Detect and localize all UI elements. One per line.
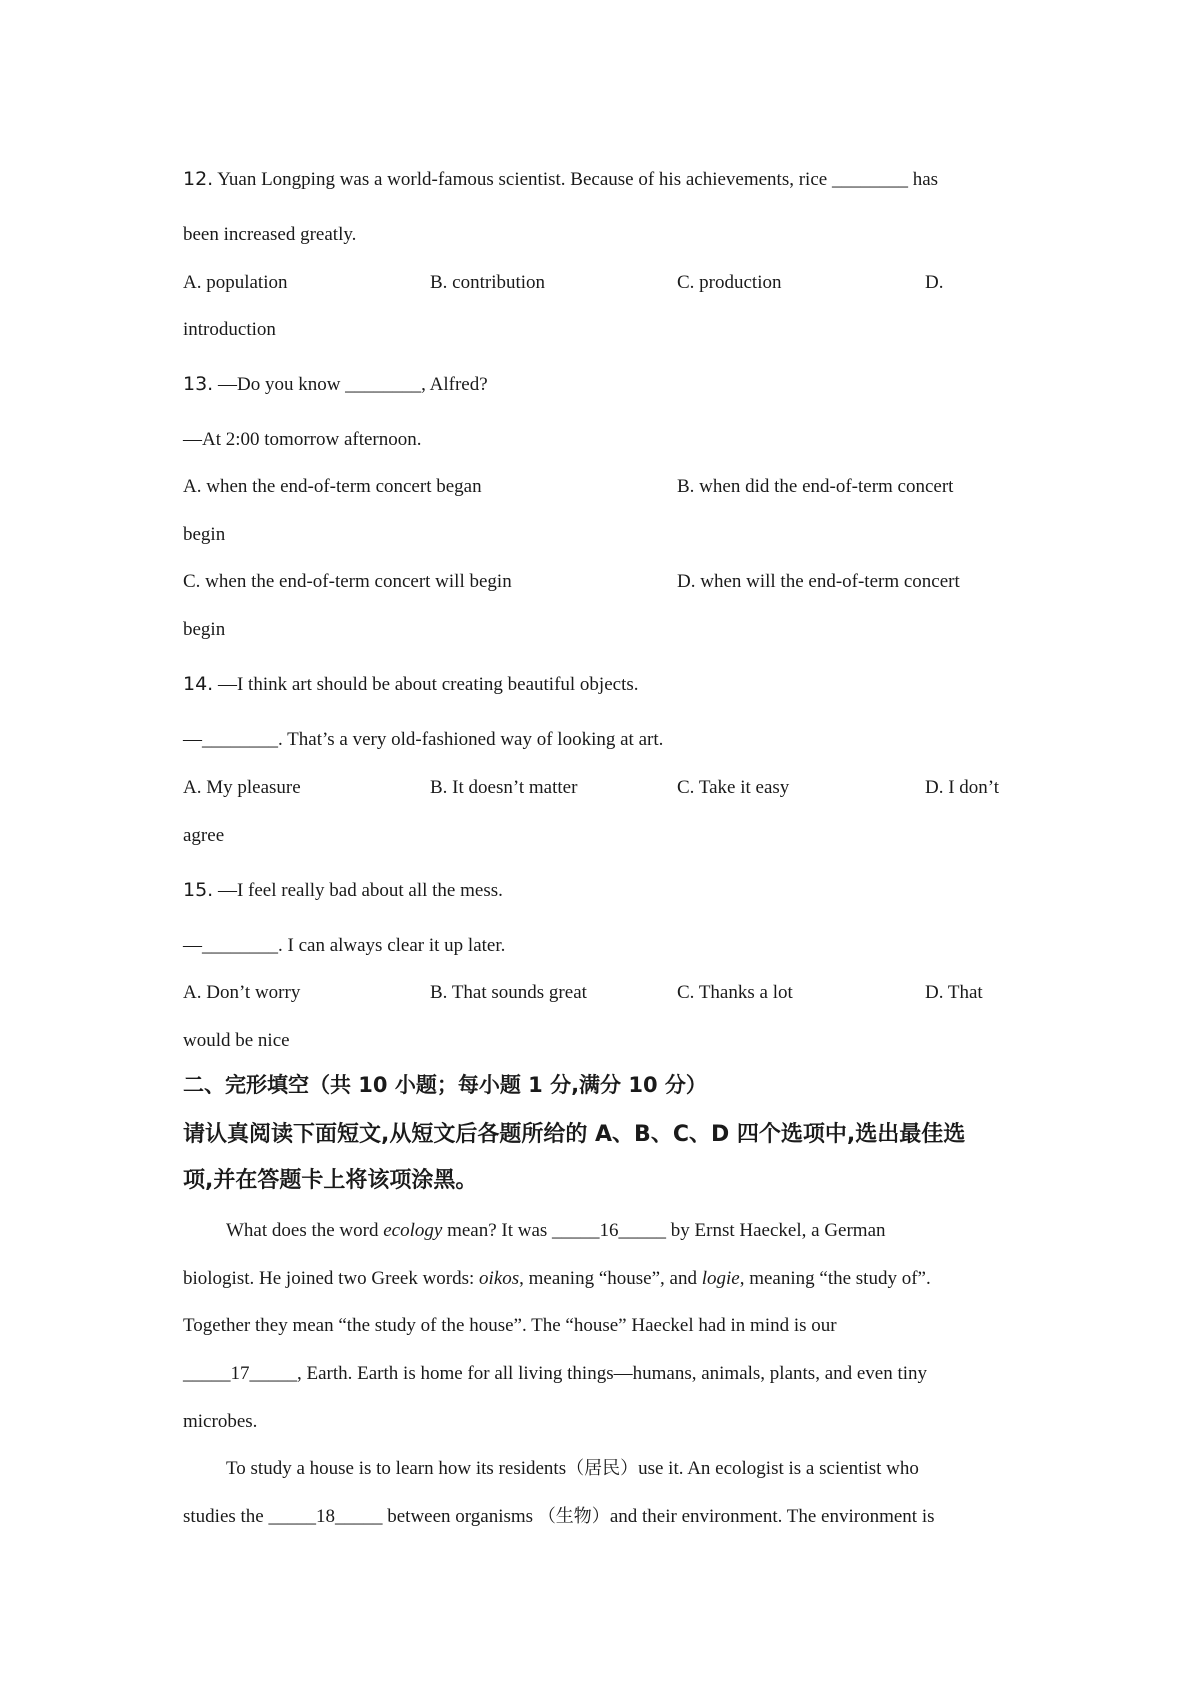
question-number: 12. [183,168,214,190]
passage-line-2 [183,1269,931,1288]
option-b: B. It doesn’t matter [430,777,578,798]
passage-term: logie [701,1268,740,1289]
option-d-wrap: agree [183,825,225,846]
passage-line-4 [183,1364,927,1383]
section-instruction-cont: 项,并在答题卡上将该项涂黑。 [183,1168,478,1193]
passage-gloss: （居民） [566,1458,639,1479]
passage-gloss: （生物） [537,1506,610,1527]
question-number: 15. [183,879,214,901]
option-d-wrap: begin [183,619,226,640]
passage-text: between organisms [382,1506,538,1527]
option-d-wrap: introduction [183,319,276,340]
passage-line-7 [183,1507,935,1526]
passage-term: ecology [383,1220,443,1241]
question-13-answer: —At 2:00 tomorrow afternoon. [183,429,422,450]
option-d: D. when will the end-of-term concert [677,571,960,592]
passage-text: by Ernst Haeckel, a German [666,1220,886,1241]
question-14-stem [183,675,639,694]
question-text: Yuan Longping was a world-famous scientist. Because of his achievements, rice ________ has [217,169,939,190]
passage-text: use it. An ecologist is a scientist who [638,1458,919,1479]
question-number: 13. [183,373,214,395]
question-number: 14. [183,673,214,695]
option-d: D. [925,272,944,293]
option-a: A. Don’t worry [183,982,301,1003]
section-heading: 二、完形填空（共 10 小题；每小题 1 分,满分 10 分） [183,1073,707,1097]
section-instruction: 请认真阅读下面短文,从短文后各题所给的 A、B、C、D 四个选项中,选出最佳选 [183,1122,966,1147]
question-14-answer: —________. That’s a very old-fashioned way of looking at art. [183,729,664,750]
option-d: D. That [925,982,983,1003]
option-c: C. Take it easy [677,777,790,798]
blank-18: _____18_____ [268,1506,383,1527]
question-text: —Do you know ________, Alfred? [217,374,488,395]
passage-text: What does the word [226,1220,384,1241]
passage-text: , meaning “house”, and [519,1268,702,1289]
passage-term: oikos [479,1268,520,1289]
option-a: A. population [183,272,288,293]
question-15-stem [183,881,503,900]
passage-text: biologist. He joined two Greek words: [183,1268,480,1289]
option-b: B. when did the end-of-term concert [677,476,954,497]
option-d-wrap: would be nice [183,1030,290,1051]
passage-line-6 [226,1459,919,1478]
option-d: D. I don’t [925,777,1000,798]
passage-text: To study a house is to learn how its residents [226,1458,567,1479]
option-b-wrap: begin [183,524,226,545]
option-c: C. production [677,272,782,293]
blank-17: _____17_____ [183,1363,297,1384]
question-text: —I think art should be about creating beautiful objects. [217,674,639,695]
option-c: C. Thanks a lot [677,982,793,1003]
option-a: A. My pleasure [183,777,301,798]
question-15-answer: —________. I can always clear it up later. [183,935,506,956]
question-text: —I feel really bad about all the mess. [217,880,503,901]
passage-line-1 [226,1221,886,1240]
passage-text: and their environment. The environment is [609,1506,935,1527]
option-b: B. contribution [430,272,546,293]
passage-text: mean? It was [442,1220,553,1241]
question-12-stem [183,170,938,189]
option-b: B. That sounds great [430,982,587,1003]
passage-line-5: microbes. [183,1411,258,1432]
passage-text: studies the [183,1506,269,1527]
passage-line-3: Together they mean “the study of the house”. The “house” Haeckel had in mind is our [183,1315,837,1336]
passage-text: , Earth. Earth is home for all living things—humans, animals, plants, and even tiny [297,1363,928,1384]
option-c: C. when the end-of-term concert will begin [183,571,512,592]
blank-16: _____16_____ [552,1220,667,1241]
passage-text: , meaning “the study of”. [739,1268,931,1289]
option-a: A. when the end-of-term concert began [183,476,482,497]
question-12-stem-cont: been increased greatly. [183,224,357,245]
question-13-stem [183,375,488,394]
